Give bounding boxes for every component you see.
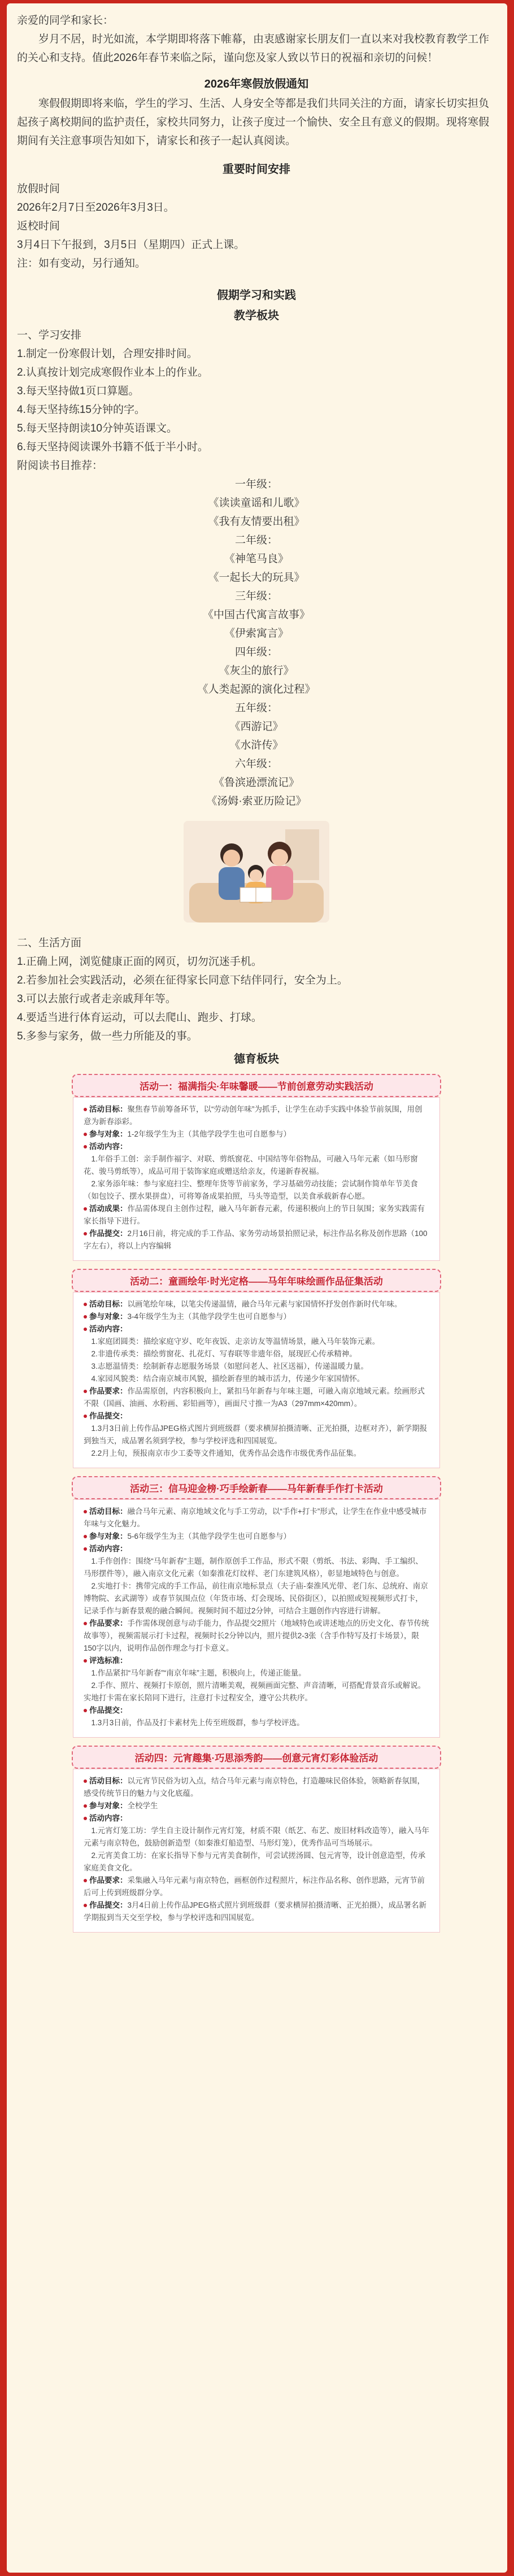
activity-line (84, 1655, 429, 1667)
activity-line-text: 作品需原创，内容积极向上，紧扣马年新春与年味主题，可融入南京地域元素。绘画形式不限（国画、油画、水粉画、彩铅画等），画面尺寸推一为A3（297mm×420mm）。 (84, 1387, 425, 1408)
study-item: 2.认真按计划完成寒假作业本上的作业。 (17, 367, 208, 378)
activity-line-lead: 作品提交： (89, 1412, 128, 1420)
bullet-dot-icon (84, 1709, 87, 1712)
activity-block (17, 1269, 496, 1468)
activity-line (84, 1335, 429, 1348)
activity-line (84, 1850, 429, 1874)
activity-line (84, 1385, 429, 1410)
activity-line-lead: 参与对象： (89, 1130, 128, 1138)
activity-line-text: 2.元宵美食工坊：在家长指导下参与元宵美食制作，可尝试搓汤圆、包元宵等，设计创意造型，传承家庭美食文化。 (84, 1851, 426, 1872)
activity-block (17, 1476, 496, 1738)
activity-card (73, 1292, 440, 1468)
practice-title: 假期学习和实践 (217, 289, 296, 302)
activity-line-lead: 活动目标： (89, 1105, 128, 1113)
book-title: 《西游记》 (229, 721, 284, 733)
family-reading-illustration (184, 821, 329, 923)
activity-line (84, 1775, 429, 1800)
activity-line-lead: 活动内容： (89, 1814, 128, 1822)
activity-line-text: 1.3月3日前上传作品JPEG格式图片到班级群（要求横屏拍摄清晰、正光拍摄，边框对齐），新学期报到独当天，成品署名须到学校，参与学校评选和四国展览。 (84, 1424, 428, 1445)
schedule-title: 重要时间安排 (223, 163, 290, 176)
activity-line-lead: 作品提交： (89, 1901, 128, 1909)
activity-line (84, 1373, 429, 1385)
book-title: 《中国古代寓言故事》 (202, 609, 310, 621)
activity-line-lead: 活动目标： (89, 1300, 128, 1308)
activity-card (73, 1499, 440, 1738)
notice-paragraph: 寒假假期即将来临，学生的学习、生活、人身安全等都是我们共同关注的方面，请家长切实担负起孩子离校期间的监护责任，家校共同努力，让孩子度过一个愉快、安全且有意义的假期。现将寒假期间有关注意事项告知如下，请家长和孩子一起认真阅读。 (17, 98, 490, 147)
activity-line-text: 1.3月3日前，作品及打卡素材先上传至班级群，参与学校评选。 (91, 1718, 304, 1727)
bullet-dot-icon (84, 1535, 87, 1538)
bullet-dot-icon (84, 1510, 87, 1513)
study-item: 6.每天坚持阅读课外书籍不低于半小时。 (17, 441, 208, 453)
activity-title: 活动三：信马迎金榜·巧手绘新春——马年新春手作打卡活动 (72, 1476, 441, 1499)
activity-line-lead: 作品提交： (89, 1229, 128, 1238)
activity-line (84, 1800, 429, 1812)
bullet-dot-icon (84, 1547, 87, 1551)
life-item: 3.可以去旅行或者走亲戚拜年等。 (17, 993, 176, 1005)
activity-line (84, 1667, 429, 1679)
bullet-dot-icon (84, 1904, 87, 1907)
grade-label: 一年级： (234, 478, 278, 490)
activity-line-text: 2.实地打卡：携带完成的手工作品，前往南京地标景点（夫子庙-秦淮风光带、老门东、总统府、南京博物院、玄武湖等）或春节氛围点位（年货市场、灯会现场、民俗街区），以拍照或短视频形式打卡，记录手作与新春景观的融合瞬间。视频时间不超过2分钟，可结合主题创作内容进行讲解。 (84, 1582, 428, 1615)
bullet-dot-icon (84, 1779, 87, 1783)
activity-line-lead: 活动内容： (89, 1544, 128, 1553)
activity-line (84, 1128, 429, 1141)
study-item: 5.每天坚持朗读10分钟英语课文。 (17, 423, 177, 434)
activity-line (84, 1103, 429, 1128)
activity-line (84, 1203, 429, 1228)
activity-line (84, 1530, 429, 1543)
activity-line-text: 1.年俗手工创：亲手制作福字、对联、剪纸窗花、中国结等年俗物品，可融入马年元素（如马形窗花、骏马剪纸等），成品可用于装饰家庭或赠送给亲友，传递新春祝福。 (84, 1155, 418, 1176)
activity-line (84, 1812, 429, 1825)
activity-block (17, 1074, 496, 1261)
activity-line (84, 1178, 429, 1203)
activity-line-lead: 参与对象： (89, 1532, 128, 1541)
bullet-dot-icon (84, 1328, 87, 1331)
schedule-line: 注：如有变动，另行通知。 (17, 258, 146, 269)
greeting: 亲爱的同学和家长： (17, 15, 114, 27)
activity-line-lead: 作品提交： (89, 1706, 128, 1715)
activity-line (84, 1323, 429, 1335)
activity-line-lead: 作品要求： (89, 1387, 128, 1395)
practice-subtitle: 教学板块 (234, 310, 279, 322)
activity-line-text: 全校学生 (127, 1802, 158, 1810)
activity-line-text: 2.家务添年味：参与家庭扫尘、整理年货等节前家务，学习基础劳动技能；尝试制作简单年节美食（如包饺子、摆水果拼盘），可将筹备成果拍照，马头等造型，以美食承载新春心愿。 (84, 1180, 418, 1200)
life-item: 2.若参加社会实践活动，必须在征得家长同意下结伴同行，安全为上。 (17, 974, 348, 986)
grade-label: 三年级： (234, 590, 278, 602)
schedule-line: 2026年2月7日至2026年3月3日。 (17, 202, 175, 214)
activity-line (84, 1348, 429, 1360)
activity-line-text: 5-6年级学生为主（其他学段学生也可自愿参与） (127, 1532, 291, 1541)
grade-label: 六年级： (234, 758, 278, 770)
activity-line-text: 手作需体现创意与动手能力，作品提交2照片（地域特色或讲述地点的历史文化、春节传统故事等），视频需展示打卡过程，视频时长2分钟以内，照片提供2-3张（含手作特写及打卡场景），限150字以内，说明作品创作理念与打卡意义。 (84, 1619, 429, 1652)
activity-line-text: 采集融入马年元素与南京特色，画框创作过程照片，标注作品名称、创作思路，元宵节前后可上传到班级群分享。 (84, 1876, 425, 1897)
bullet-dot-icon (84, 1315, 87, 1319)
activity-line (84, 1228, 429, 1252)
activity-line-text: 4.家园风貌类：结合南京城市风貌，描绘新春里的城市活力，传递少年家国情怀。 (91, 1374, 365, 1383)
activity-line-text: 3.志愿温情类：绘制新春志愿服务场景（如慰问老人、社区送福），传递温暖力量。 (91, 1362, 369, 1370)
activity-line-lead: 参与对象： (89, 1312, 128, 1321)
activity-card (73, 1769, 440, 1933)
activity-line-text: 作品需体现自主创作过程，融入马年新春元素，传递积极向上的节日氛围；家务实践需有家长指导下进行。 (84, 1204, 425, 1225)
life-heading: 二、生活方面 (17, 937, 82, 949)
book-title: 《神笔马良》 (224, 553, 289, 565)
study-list (17, 345, 496, 456)
intro-paragraph: 岁月不居，时光如流，本学期即将落下帷幕，由衷感谢家长朋友们一直以来对我校教育教学工作的关心和支持。值此2026年春节来临之际，谨向您及家人致以节日的祝福和亲切的问候！ (17, 33, 490, 64)
reading-heading: 附阅读书目推荐： (17, 460, 103, 472)
activity-line-lead: 评选标准： (89, 1656, 128, 1665)
book-title: 《读读童谣和儿歌》 (208, 497, 305, 509)
activity-line (84, 1679, 429, 1704)
activity-line (84, 1422, 429, 1447)
activity-line-lead: 作品要求： (89, 1619, 128, 1628)
activity-line (84, 1580, 429, 1617)
activity-line (84, 1704, 429, 1717)
activity-title: 活动一：福满指尖·年味馨暖——节前创意劳动实践活动 (72, 1074, 441, 1097)
study-item: 4.每天坚持练15分钟的字。 (17, 404, 145, 416)
grade-label: 五年级： (234, 702, 278, 714)
activities-section (17, 1074, 496, 1933)
activity-line-lead: 活动成果： (89, 1204, 128, 1213)
activity-line-lead: 作品要求： (89, 1876, 128, 1885)
bullet-dot-icon (84, 1390, 87, 1393)
life-list (17, 952, 496, 1046)
activity-line-lead: 活动目标： (89, 1777, 128, 1785)
activity-line-text: 2.2月上旬，预报南京市少工委等文件通知，优秀作品会选作市级优秀作品征集。 (91, 1449, 361, 1457)
bullet-dot-icon (84, 1207, 87, 1211)
activity-line-text: 2.手作、照片、视频打卡原创，照片清晰美观，视频画面完整、声音清晰，可搭配背景音乐或解说。实地打卡需在家长陪同下进行，注意打卡过程安全，遵守公共秩序。 (84, 1681, 426, 1702)
study-heading: 一、学习安排 (17, 329, 82, 341)
book-title: 《鲁滨逊漂流记》 (213, 777, 299, 789)
notice-title: 2026年寒假放假通知 (204, 78, 309, 90)
schedule-line: 3月4日下午报到，3月5日（星期四）正式上课。 (17, 239, 245, 251)
activity-line-text: 1.手作创作：围绕“马年新春”主题，制作原创手工作品，形式不限（剪纸、书法、彩陶、手工编织、马形摆件等），融入南京文化元素（如秦淮花灯纹样、老门东建筑风格），彰显地域特色与创意。 (84, 1557, 423, 1578)
activity-line-text: 以元宵节民俗为切入点，结合马年元素与南京特色，打造趣味民俗体验，领略新春氛围，感受传统节日的魅力与文化底蕴。 (84, 1777, 425, 1798)
bullet-dot-icon (84, 1145, 87, 1148)
activity-line-text: 聚焦春节前筹备环节，以“劳动创年味”为抓手，让学生在动手实践中体验节前氛围，用创意为新春添彩。 (84, 1105, 422, 1126)
bullet-dot-icon (84, 1133, 87, 1136)
bullet-dot-icon (84, 1303, 87, 1306)
study-item: 3.每天坚持做1页口算题。 (17, 385, 140, 397)
grade-label: 二年级： (234, 534, 278, 546)
moral-title: 德育板块 (234, 1053, 279, 1065)
activity-line (84, 1447, 429, 1460)
bullet-dot-icon (84, 1804, 87, 1808)
schedule-line: 放假时间 (17, 183, 60, 195)
activity-line (84, 1360, 429, 1373)
activity-line-lead: 活动内容： (89, 1142, 128, 1151)
activity-line (84, 1617, 429, 1655)
bullet-dot-icon (84, 1415, 87, 1418)
activity-line-text: 3月4日前上传作品JPEG格式照片到班级群（要求横屏拍摄清晰、正光拍摄），成品署名新学期报到当天交至学校，参与学校评选和四国展览。 (84, 1901, 427, 1922)
bullet-dot-icon (84, 1622, 87, 1625)
bullet-dot-icon (84, 1817, 87, 1820)
activity-line (84, 1410, 429, 1422)
activity-line-text: 1.作品紧扣“马年新春”“南京年味”主题，积极向上，传递正能量。 (91, 1669, 306, 1677)
activity-title: 活动二：童画绘年·时光定格——马年年味绘画作品征集活动 (72, 1269, 441, 1292)
activity-line-lead: 活动目标： (89, 1507, 128, 1516)
activity-line (84, 1555, 429, 1580)
activity-title: 活动四：元宵趣集·巧思添秀韵——创意元宵灯彩体验活动 (72, 1746, 441, 1769)
activity-line-text: 2.非遗传承类：描绘剪窗花、扎花灯、写春联等非遗年俗，展现匠心传承精神。 (91, 1350, 357, 1358)
book-title: 《汤姆·索亚历险记》 (206, 795, 307, 807)
activity-line (84, 1874, 429, 1899)
activity-card (73, 1097, 440, 1261)
life-item: 1.正确上网，浏览健康正面的网页，切勿沉迷手机。 (17, 956, 262, 968)
activity-line-lead: 活动内容： (89, 1325, 128, 1333)
activity-line-text: 3-4年级学生为主（其他学段学生也可自愿参与） (127, 1312, 291, 1321)
book-title: 《人类起源的演化过程》 (197, 684, 316, 695)
book-title: 《我有友情要出租》 (208, 516, 305, 528)
book-title: 《一起长大的玩具》 (208, 572, 305, 584)
activity-line (84, 1543, 429, 1555)
activity-line-lead: 参与对象： (89, 1802, 128, 1810)
activity-line-text: 1.家庭团圆类：描绘家庭守岁、吃年夜饭、走亲访友等温情场景，融入马年装饰元素。 (91, 1337, 380, 1346)
activity-line-text: 2月16日前，将完成的手工作品、家务劳动场景拍照记录，标注作品名称及创作思路（100字左右），将以上内容编辑 (84, 1229, 428, 1250)
activity-line (84, 1153, 429, 1178)
life-item: 5.多参与家务，做一些力所能及的事。 (17, 1030, 198, 1042)
activity-block (17, 1746, 496, 1933)
schedule-line: 返校时间 (17, 220, 60, 232)
activity-line-text: 1.元宵灯笼工坊：学生自主设计制作元宵灯笼，材质不限（纸艺、布艺、废旧材料改造等），融入马年元素与南京特色，鼓励创新造型（如秦淮灯船造型、马形灯笼），优秀作品可当场展示。 (84, 1826, 430, 1847)
activity-line (84, 1141, 429, 1153)
activity-line-text: 融合马年元素、南京地域文化与手工劳动，以“手作+打卡”形式，让学生在作业中感受城市年味与文化魅力。 (84, 1507, 427, 1528)
book-title: 《伊索寓言》 (224, 628, 289, 639)
grade-label: 四年级： (234, 646, 278, 658)
activity-line-text: 以画笔绘年味，以笔尖传递温情，融合马年元素与家国情怀抒发创作新时代年味。 (127, 1300, 402, 1308)
bullet-dot-icon (84, 1659, 87, 1663)
book-title: 《灰尘的旅行》 (219, 665, 294, 677)
activity-line-text: 1-2年级学生为主（其他学段学生也可自愿参与） (127, 1130, 291, 1138)
activity-line (84, 1717, 429, 1729)
activity-line (84, 1311, 429, 1323)
reading-list (17, 475, 496, 811)
notice-content (17, 11, 496, 1940)
bullet-dot-icon (84, 1108, 87, 1111)
book-title: 《水浒传》 (229, 739, 284, 751)
activity-line (84, 1298, 429, 1311)
activity-line (84, 1899, 429, 1924)
study-item: 1.制定一份寒假计划，合理安排时间。 (17, 348, 198, 360)
bullet-dot-icon (84, 1232, 87, 1235)
activity-line (84, 1825, 429, 1850)
life-item: 4.要适当进行体育运动，可以去爬山、跑步、打球。 (17, 1012, 262, 1024)
bullet-dot-icon (84, 1879, 87, 1882)
activity-line (84, 1505, 429, 1530)
